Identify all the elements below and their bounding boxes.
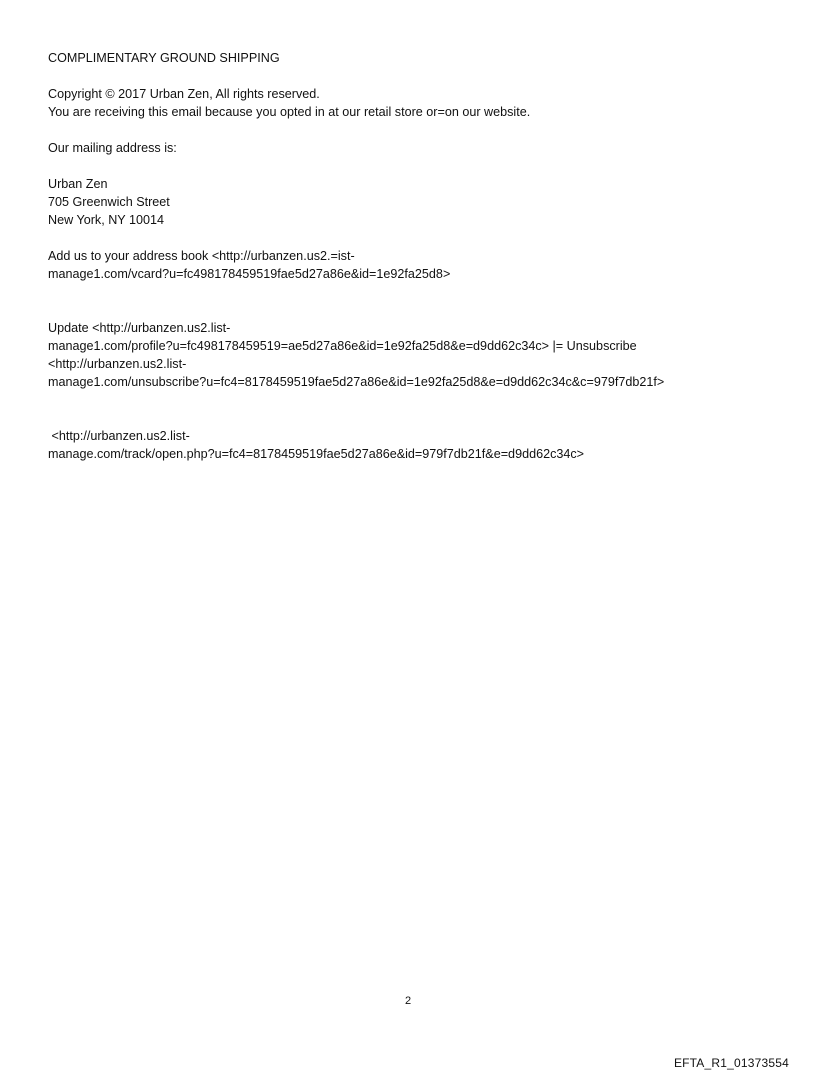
update-unsubscribe-links[interactable] (48, 319, 778, 391)
address-city: New York, NY 10014 (48, 213, 164, 227)
page-number: 2 (404, 995, 412, 1007)
unsubscribe-link-line-2[interactable]: manage1.com/unsubscribe?u=fc4=8178459519fae5d27a86e&id=1e92fa25d8&e=d9dd62c34c&c=979f7db21f> (48, 375, 665, 389)
spacer (48, 157, 778, 175)
receiving-notice: You are receiving this email because you opted in at our retail store or=on our website. (48, 105, 531, 119)
address-name: Urban Zen (48, 177, 108, 191)
email-body (48, 49, 778, 463)
copyright-text: Copyright © 2017 Urban Zen, All rights reserved. (48, 87, 320, 101)
spacer (48, 229, 778, 247)
address-book-link[interactable] (48, 247, 778, 283)
mailing-address-label: Our mailing address is: (48, 141, 177, 155)
update-link-line-2[interactable]: manage1.com/profile?u=fc498178459519=ae5d27a86e&id=1e92fa25d8&e=d9dd62c34c> |= Unsubscribe (48, 339, 637, 353)
spacer (48, 391, 778, 427)
address-book-line-1[interactable]: Add us to your address book <http://urbanzen.us2.=ist- (48, 249, 355, 263)
update-link-line-1[interactable]: Update <http://urbanzen.us2.list- (48, 321, 231, 335)
tracking-link[interactable] (48, 427, 778, 463)
mailing-address (48, 175, 778, 229)
bates-number: EFTA_R1_01373554 (673, 1056, 789, 1070)
spacer (48, 121, 778, 139)
tracking-line-2[interactable]: manage.com/track/open.php?u=fc4=8178459519fae5d27a86e&id=979f7db21f&e=d9dd62c34c> (48, 447, 585, 461)
spacer (48, 283, 778, 319)
address-street: 705 Greenwich Street (48, 195, 170, 209)
shipping-heading: COMPLIMENTARY GROUND SHIPPING (48, 51, 280, 65)
spacer (48, 67, 778, 85)
tracking-line-1[interactable]: <http://urbanzen.us2.list- (48, 429, 190, 443)
unsubscribe-link-line-1[interactable]: <http://urbanzen.us2.list- (48, 357, 187, 371)
address-book-line-2[interactable]: manage1.com/vcard?u=fc498178459519fae5d27a86e&id=1e92fa25d8> (48, 267, 451, 281)
